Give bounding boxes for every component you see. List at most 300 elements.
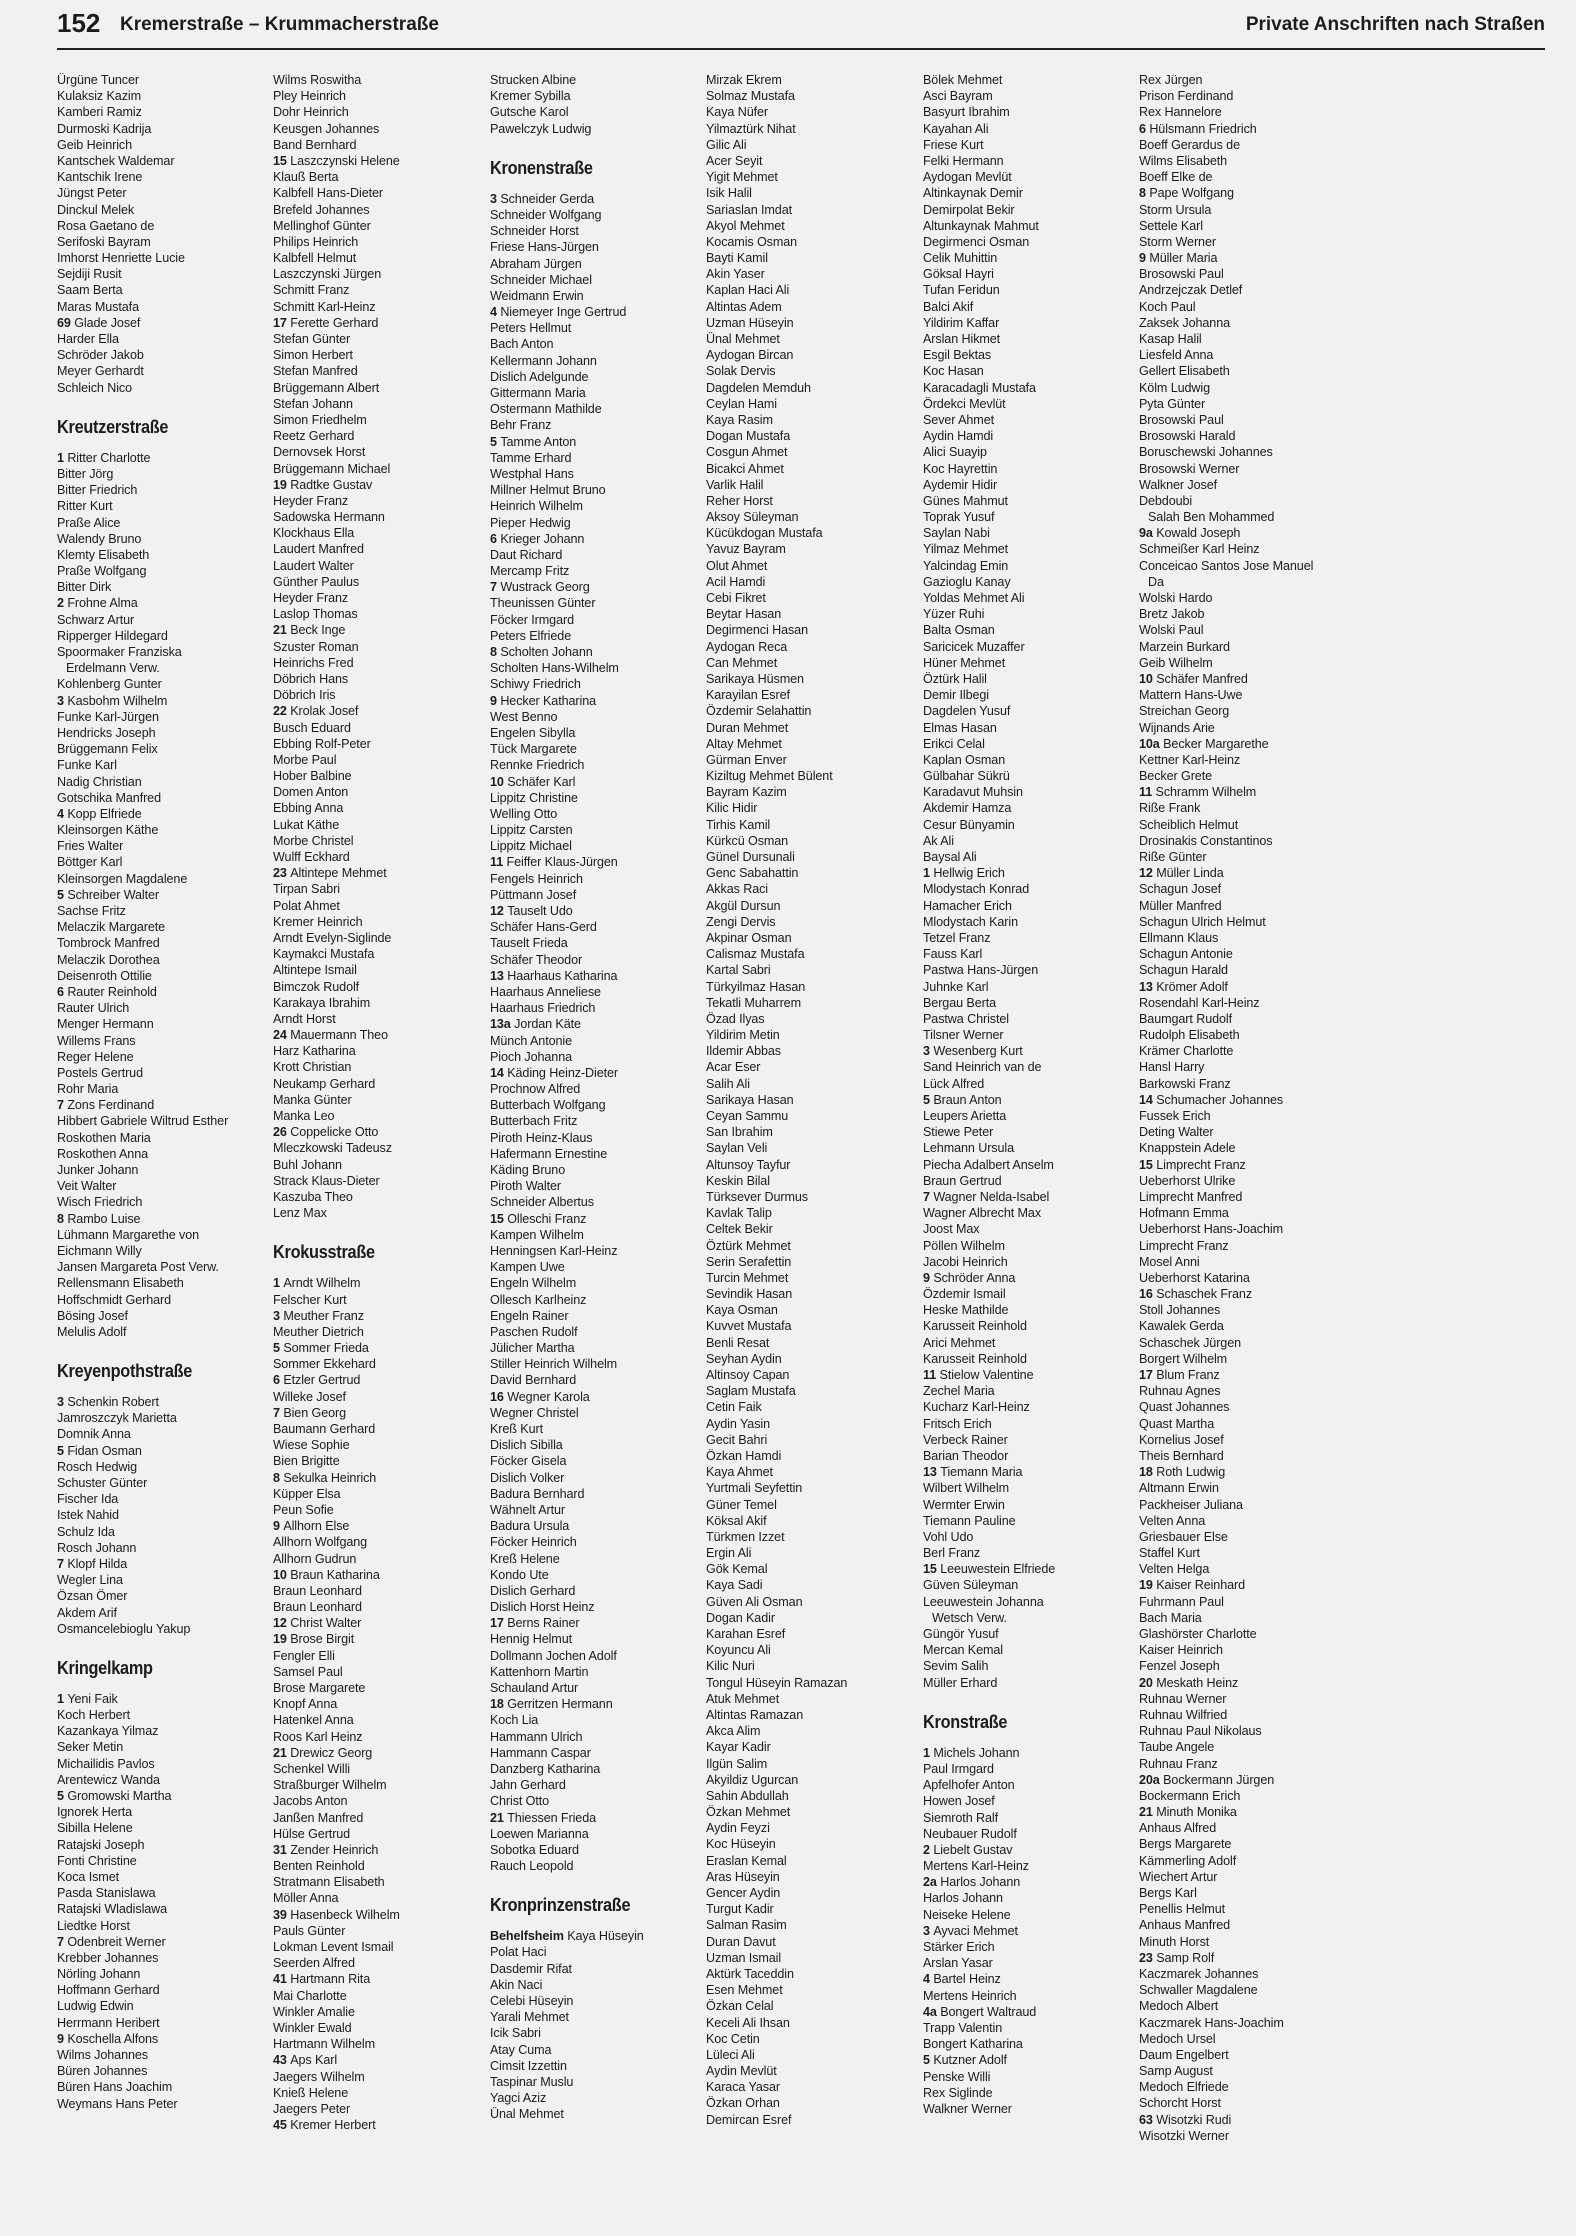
resident-name: Christ Otto	[490, 1794, 550, 1809]
house-number: 19	[1139, 1578, 1157, 1593]
house-number: 7	[57, 1098, 68, 1113]
resident-name: Ritter Kurt	[57, 499, 113, 514]
resident-name: Heske Mathilde	[923, 1303, 1009, 1318]
resident-name: Arslan Yasar	[923, 1956, 993, 1971]
house-number: 39	[273, 1907, 291, 1922]
resident-name: Altintas Ramazan	[706, 1707, 804, 1722]
resident-entry	[490, 1081, 704, 1097]
resident-name: Wegner Karola	[507, 1389, 590, 1404]
resident-entry	[57, 1998, 271, 2014]
house-number: 7	[490, 580, 501, 595]
resident-entry	[923, 2004, 1137, 2020]
resident-entry	[1139, 444, 1353, 460]
resident-entry	[490, 1275, 704, 1291]
resident-name: Tück Margarete	[490, 742, 577, 757]
resident-entry	[57, 1475, 271, 1491]
resident-entry	[706, 1399, 920, 1415]
resident-entry	[490, 256, 704, 272]
house-number: 13	[1139, 979, 1157, 994]
resident-entry	[1139, 1772, 1353, 1788]
resident-name: Schmitt Karl-Heinz	[273, 299, 376, 314]
resident-entry	[923, 282, 1137, 298]
resident-name: Minuth Monika	[1156, 1805, 1237, 1820]
resident-name: Michailidis Pavlos	[57, 1756, 155, 1771]
resident-entry	[57, 1033, 271, 1049]
resident-name: Lück Alfred	[923, 1076, 985, 1091]
resident-entry	[57, 1491, 271, 1507]
resident-name: Ürgüne Tuncer	[57, 73, 140, 87]
resident-entry	[57, 887, 271, 903]
resident-name: Wisotzki Rudi	[1156, 2112, 1232, 2127]
resident-name: Karahan Esref	[706, 1627, 786, 1641]
resident-name: Gotschika Manfred	[57, 790, 161, 805]
resident-name: Marzein Burkard	[1139, 639, 1230, 654]
resident-entry	[923, 525, 1137, 541]
resident-name: Apfelhofer Anton	[923, 1778, 1015, 1793]
column-3	[490, 72, 704, 2232]
resident-name: Kamberi Ramiz	[57, 105, 142, 120]
resident-name: Yarali Mehmet	[490, 2010, 569, 2025]
resident-name: Nörling Johann	[57, 1967, 141, 1982]
resident-name: Sevindik Hasan	[706, 1287, 793, 1302]
resident-entry	[706, 461, 920, 477]
resident-entry	[1139, 1480, 1353, 1496]
resident-name: Kämmerling Adolf	[1139, 1853, 1237, 1868]
resident-name: Hofmann Emma	[1139, 1206, 1229, 1221]
resident-entry	[923, 865, 1137, 881]
resident-name: Velten Anna	[1139, 1513, 1206, 1528]
resident-name: Schröder Anna	[933, 1270, 1016, 1285]
resident-entry	[706, 784, 920, 800]
resident-entry	[706, 1642, 920, 1658]
resident-entry	[57, 1788, 271, 1804]
resident-entry	[1139, 1545, 1353, 1561]
resident-entry	[923, 1907, 1137, 1923]
resident-entry	[706, 687, 920, 703]
resident-entry	[490, 1292, 704, 1308]
resident-entry	[273, 1470, 487, 1486]
resident-name: Cebi Fikret	[706, 591, 766, 605]
resident-name: Rosa Gaetano de	[57, 218, 155, 233]
resident-entry	[273, 622, 487, 638]
resident-entry	[273, 121, 487, 137]
resident-name: Rauch Leopold	[490, 1859, 574, 1874]
resident-entry	[490, 935, 704, 951]
resident-name: Jamroszczyk Marietta	[57, 1411, 177, 1426]
resident-name: Roskothen Anna	[57, 1146, 149, 1161]
page-header	[57, 10, 1545, 50]
resident-entry	[923, 606, 1137, 622]
resident-entry	[706, 282, 920, 298]
resident-entry	[273, 380, 487, 396]
resident-name: Manka Leo	[273, 1109, 335, 1123]
resident-entry	[1139, 1804, 1353, 1820]
resident-entry	[490, 774, 704, 790]
resident-name: Penellis Helmut	[1139, 1902, 1225, 1917]
resident-entry	[923, 1955, 1137, 1971]
resident-entry	[923, 1610, 1137, 1626]
resident-entry	[490, 1308, 704, 1324]
resident-name: Millner Helmut Bruno	[490, 483, 606, 498]
resident-name: Kalbfell Helmut	[273, 251, 357, 266]
resident-entry	[923, 541, 1137, 557]
resident-entry	[1139, 606, 1353, 622]
resident-name: Schulz Ida	[57, 1524, 115, 1539]
resident-entry	[923, 1335, 1137, 1351]
resident-name: Arndt Horst	[273, 1011, 336, 1026]
resident-entry	[923, 347, 1137, 363]
resident-entry	[273, 590, 487, 606]
resident-name: Eichmann Willy	[57, 1243, 142, 1258]
resident-name: Akyildiz Ugurcan	[706, 1772, 799, 1787]
resident-name: Geib Wilhelm	[1139, 655, 1213, 670]
resident-name: Durmoski Kadrija	[57, 121, 152, 136]
resident-entry	[1139, 185, 1353, 201]
resident-name: Sarikaya Hasan	[706, 1092, 794, 1107]
resident-name: Özkan Celal	[706, 1999, 774, 2014]
resident-name: Altintepe Mehmet	[290, 866, 387, 881]
house-number: 20	[1139, 1675, 1157, 1690]
resident-name: Heyder Franz	[273, 493, 349, 508]
resident-entry	[706, 574, 920, 590]
house-number: 13	[490, 968, 508, 983]
resident-entry	[273, 1308, 487, 1324]
resident-entry	[490, 871, 704, 887]
resident-entry	[273, 1059, 487, 1075]
resident-entry	[923, 671, 1137, 687]
resident-name: Altunsoy Tayfur	[706, 1157, 791, 1172]
resident-name: Allhorn Gudrun	[273, 1551, 357, 1566]
resident-entry	[273, 169, 487, 185]
resident-entry	[57, 725, 271, 741]
resident-name: Münch Antonie	[490, 1033, 573, 1048]
resident-name: Schaschek Jürgen	[1139, 1335, 1242, 1350]
resident-name: Karaca Yasar	[706, 2080, 780, 2095]
resident-name: Odenbreit Werner	[67, 1934, 166, 1949]
resident-name: Funke Karl-Jürgen	[57, 709, 159, 724]
resident-entry	[490, 1437, 704, 1453]
resident-name: Güner Temel	[706, 1497, 777, 1512]
resident-entry	[1139, 1464, 1353, 1480]
resident-entry	[273, 1583, 487, 1599]
resident-entry	[1139, 1869, 1353, 1885]
resident-entry	[923, 1059, 1137, 1075]
resident-name: Engelen Sibylla	[490, 725, 576, 740]
resident-name: Tiemann Maria	[940, 1465, 1023, 1480]
resident-name: Andrzejczak Detlef	[1139, 283, 1243, 298]
resident-name: Ueberhorst Katarina	[1139, 1270, 1250, 1285]
resident-entry	[923, 800, 1137, 816]
resident-name: Brosowski Paul	[1139, 267, 1224, 282]
resident-entry	[1139, 1335, 1353, 1351]
house-number: 10	[1139, 671, 1157, 686]
resident-entry	[1139, 671, 1353, 687]
resident-name: Wustrack Georg	[500, 580, 590, 595]
resident-name: Ak Ali	[923, 833, 954, 848]
resident-entry	[706, 347, 920, 363]
resident-entry	[57, 595, 271, 611]
resident-entry	[57, 1426, 271, 1442]
resident-name: Knappstein Adele	[1139, 1141, 1236, 1156]
resident-name: Kayar Kadir	[706, 1740, 771, 1755]
resident-name: Wulff Eckhard	[273, 850, 350, 864]
resident-entry	[706, 2047, 920, 2063]
resident-name: Sadowska Hermann	[273, 510, 385, 525]
resident-entry	[706, 833, 920, 849]
resident-name: Limprecht Franz	[1139, 1238, 1229, 1253]
resident-entry	[923, 137, 1137, 153]
resident-name: Acer Seyit	[706, 153, 763, 168]
resident-entry	[490, 1113, 704, 1129]
resident-name: Brüggemann Albert	[273, 380, 380, 395]
resident-entry	[57, 757, 271, 773]
resident-name: Atuk Mehmet	[706, 1691, 780, 1706]
house-number: 5	[273, 1341, 284, 1356]
resident-name: Döbrich Iris	[273, 688, 336, 703]
resident-entry	[923, 1464, 1137, 1480]
resident-entry	[923, 1173, 1137, 1189]
resident-name: Kaplan Osman	[923, 752, 1006, 767]
resident-name: Allhorn Wolfgang	[273, 1535, 368, 1550]
resident-entry	[490, 466, 704, 482]
house-number: 5	[923, 2053, 934, 2068]
resident-entry	[273, 1664, 487, 1680]
resident-name: Krott Christian	[273, 1060, 352, 1075]
house-number: 10	[490, 774, 508, 789]
resident-name: Dogan Mustafa	[706, 429, 791, 444]
resident-entry	[706, 396, 920, 412]
house-number: 10a	[1139, 736, 1164, 751]
resident-entry	[706, 1480, 920, 1496]
resident-entry	[1139, 363, 1353, 379]
resident-name: Eraslan Kemal	[706, 1853, 787, 1868]
resident-name: Akin Naci	[490, 1977, 543, 1992]
resident-entry	[490, 239, 704, 255]
resident-entry	[490, 1993, 704, 2009]
resident-entry	[706, 493, 920, 509]
resident-name: Simon Friedhelm	[273, 412, 367, 427]
resident-entry	[1139, 817, 1353, 833]
resident-name: Fritsch Erich	[923, 1416, 992, 1431]
resident-entry	[490, 207, 704, 223]
resident-name: Kücükdogan Mustafa	[706, 526, 823, 541]
resident-entry	[706, 1383, 920, 1399]
resident-name: Rosch Johann	[57, 1540, 137, 1555]
resident-entry	[57, 137, 271, 153]
house-number: 2	[57, 596, 68, 611]
house-number: 9	[923, 1270, 934, 1285]
resident-name: Schenkin Robert	[67, 1395, 159, 1410]
resident-entry	[1139, 1497, 1353, 1513]
resident-entry	[1139, 1367, 1353, 1383]
resident-entry	[706, 1950, 920, 1966]
resident-entry	[706, 590, 920, 606]
resident-entry	[57, 218, 271, 234]
resident-name: Koyuncu Ali	[706, 1643, 771, 1658]
resident-name: Medoch Ursel	[1139, 2031, 1216, 2046]
resident-entry	[57, 72, 271, 88]
resident-entry	[57, 741, 271, 757]
resident-name: Ceylan Hami	[706, 396, 777, 411]
resident-name: Taube Angele	[1139, 1740, 1215, 1755]
resident-name: Theis Bernhard	[1139, 1448, 1224, 1463]
resident-entry	[923, 412, 1137, 428]
house-number: 1	[923, 866, 934, 881]
resident-entry	[706, 655, 920, 671]
resident-name: Laudert Walter	[273, 558, 354, 573]
resident-name: Altintas Adem	[706, 299, 782, 314]
resident-name: Postels Gertrud	[57, 1065, 143, 1080]
resident-name: Anhaus Alfred	[1139, 1821, 1217, 1836]
resident-entry	[273, 655, 487, 671]
resident-entry	[1139, 768, 1353, 784]
resident-name: Knieß Helene	[273, 2085, 349, 2100]
resident-entry	[1139, 1836, 1353, 1852]
resident-name: Fengels Heinrich	[490, 871, 583, 886]
resident-name: Behr Franz	[490, 418, 552, 433]
resident-name: Sachse Fritz	[57, 904, 126, 918]
resident-entry	[923, 1810, 1137, 1826]
resident-name: Wolski Hardo	[1139, 591, 1213, 605]
resident-name: Gazioglu Kanay	[923, 574, 1011, 589]
resident-entry	[273, 461, 487, 477]
resident-entry	[706, 1772, 920, 1788]
resident-name: Hennig Helmut	[490, 1632, 572, 1647]
resident-entry	[1139, 315, 1353, 331]
resident-entry	[706, 2063, 920, 2079]
resident-name: Günel Dursunali	[706, 850, 795, 864]
resident-name: Arndt Wilhelm	[283, 1276, 361, 1291]
resident-entry	[490, 563, 704, 579]
resident-entry	[923, 266, 1137, 282]
resident-entry	[706, 1335, 920, 1351]
resident-name: Schäfer Hans-Gerd	[490, 920, 597, 935]
resident-name: Cimsit Izzettin	[490, 2058, 567, 2073]
resident-name: Wähnelt Artur	[490, 1502, 565, 1517]
resident-entry	[57, 1605, 271, 1621]
header-title: Private Anschriften nach Straßen	[1245, 14, 1545, 35]
resident-name: Wilms Elisabeth	[1139, 153, 1228, 168]
resident-name: Lühmann Margarethe von	[57, 1227, 200, 1242]
resident-name: Piecha Adalbert Anselm	[923, 1157, 1054, 1172]
resident-entry	[273, 574, 487, 590]
resident-entry	[706, 703, 920, 719]
resident-name: Bach Anton	[490, 337, 554, 352]
resident-name: Hasenbeck Wilhelm	[290, 1907, 400, 1922]
resident-entry	[57, 515, 271, 531]
resident-entry	[57, 1308, 271, 1324]
resident-name: Winkler Ewald	[273, 2020, 352, 2035]
resident-entry	[1139, 574, 1353, 590]
resident-entry	[1139, 1189, 1353, 1205]
resident-entry	[273, 525, 487, 541]
resident-entry	[490, 1810, 704, 1826]
resident-name: Friese Hans-Jürgen	[490, 240, 599, 255]
resident-entry	[273, 104, 487, 120]
resident-name: Kellermann Johann	[490, 353, 597, 368]
resident-name: Özad Ilyas	[706, 1011, 765, 1026]
resident-name: Menger Hermann	[57, 1017, 154, 1032]
resident-entry	[706, 1577, 920, 1593]
resident-name: Ünal Mehmet	[490, 2107, 564, 2122]
resident-name: Engeln Rainer	[490, 1308, 569, 1323]
resident-name: Hatenkel Anna	[273, 1713, 354, 1728]
resident-entry	[1139, 72, 1353, 88]
resident-entry	[706, 1302, 920, 1318]
resident-entry	[273, 784, 487, 800]
resident-entry	[1139, 153, 1353, 169]
resident-entry	[273, 1810, 487, 1826]
resident-name: Zengi Dervis	[706, 914, 776, 929]
resident-name: Saricicek Muzaffer	[923, 639, 1025, 654]
resident-name: Aydin Hamdi	[923, 429, 994, 444]
resident-entry	[273, 1518, 487, 1534]
resident-name: Meuther Dietrich	[273, 1324, 364, 1339]
resident-name: Pyta Günter	[1139, 396, 1206, 411]
resident-name: Hartmann Wilhelm	[273, 2037, 375, 2052]
resident-entry	[706, 1966, 920, 1982]
resident-entry	[57, 1950, 271, 1966]
resident-name: Toprak Yusuf	[923, 510, 995, 525]
resident-name: Joost Max	[923, 1222, 980, 1237]
resident-entry	[57, 153, 271, 169]
resident-entry	[57, 1540, 271, 1556]
resident-name: Kornelius Josef	[1139, 1432, 1224, 1447]
resident-entry	[1139, 962, 1353, 978]
resident-entry	[273, 833, 487, 849]
resident-entry	[57, 1556, 271, 1572]
resident-name: Karusseit Reinhold	[923, 1351, 1027, 1366]
resident-entry	[57, 1130, 271, 1146]
resident-entry	[57, 903, 271, 919]
resident-entry	[923, 1205, 1137, 1221]
page-number: 152	[57, 8, 101, 38]
resident-entry	[923, 979, 1137, 995]
house-number: 7	[273, 1405, 284, 1420]
resident-name: Kaszuba Theo	[273, 1189, 353, 1204]
resident-entry	[490, 1259, 704, 1275]
resident-entry	[490, 1065, 704, 1081]
resident-name: Barian Theodor	[923, 1448, 1009, 1463]
resident-name: Özdemir Selahattin	[706, 704, 812, 719]
resident-name: Mirzak Ekrem	[706, 73, 782, 87]
resident-entry	[490, 1518, 704, 1534]
resident-name: Saglam Mustafa	[706, 1384, 796, 1399]
resident-entry	[1139, 1885, 1353, 1901]
resident-entry	[923, 1497, 1137, 1513]
resident-name: Dislich Gerhard	[490, 1583, 576, 1598]
resident-entry	[57, 121, 271, 137]
resident-name: Polat Ahmet	[273, 898, 340, 913]
resident-name: Wegner Christel	[490, 1405, 579, 1420]
resident-entry	[706, 1205, 920, 1221]
resident-entry	[273, 1923, 487, 1939]
house-number: 8	[273, 1470, 284, 1485]
resident-name: Stiller Heinrich Wilhelm	[490, 1357, 618, 1372]
resident-name: Schäfer Theodor	[490, 952, 583, 967]
resident-entry	[273, 800, 487, 816]
resident-name: Bretz Jakob	[1139, 607, 1205, 622]
resident-entry	[273, 1421, 487, 1437]
resident-name: West Benno	[490, 709, 558, 724]
resident-entry	[490, 1486, 704, 1502]
resident-entry	[706, 1043, 920, 1059]
resident-name: Pöllen Wilhelm	[923, 1238, 1005, 1253]
resident-name: Can Mehmet	[706, 655, 778, 670]
resident-name: Yagci Aziz	[490, 2091, 547, 2106]
resident-entry	[1139, 979, 1353, 995]
resident-name: Sarikaya Hüsmen	[706, 671, 804, 686]
